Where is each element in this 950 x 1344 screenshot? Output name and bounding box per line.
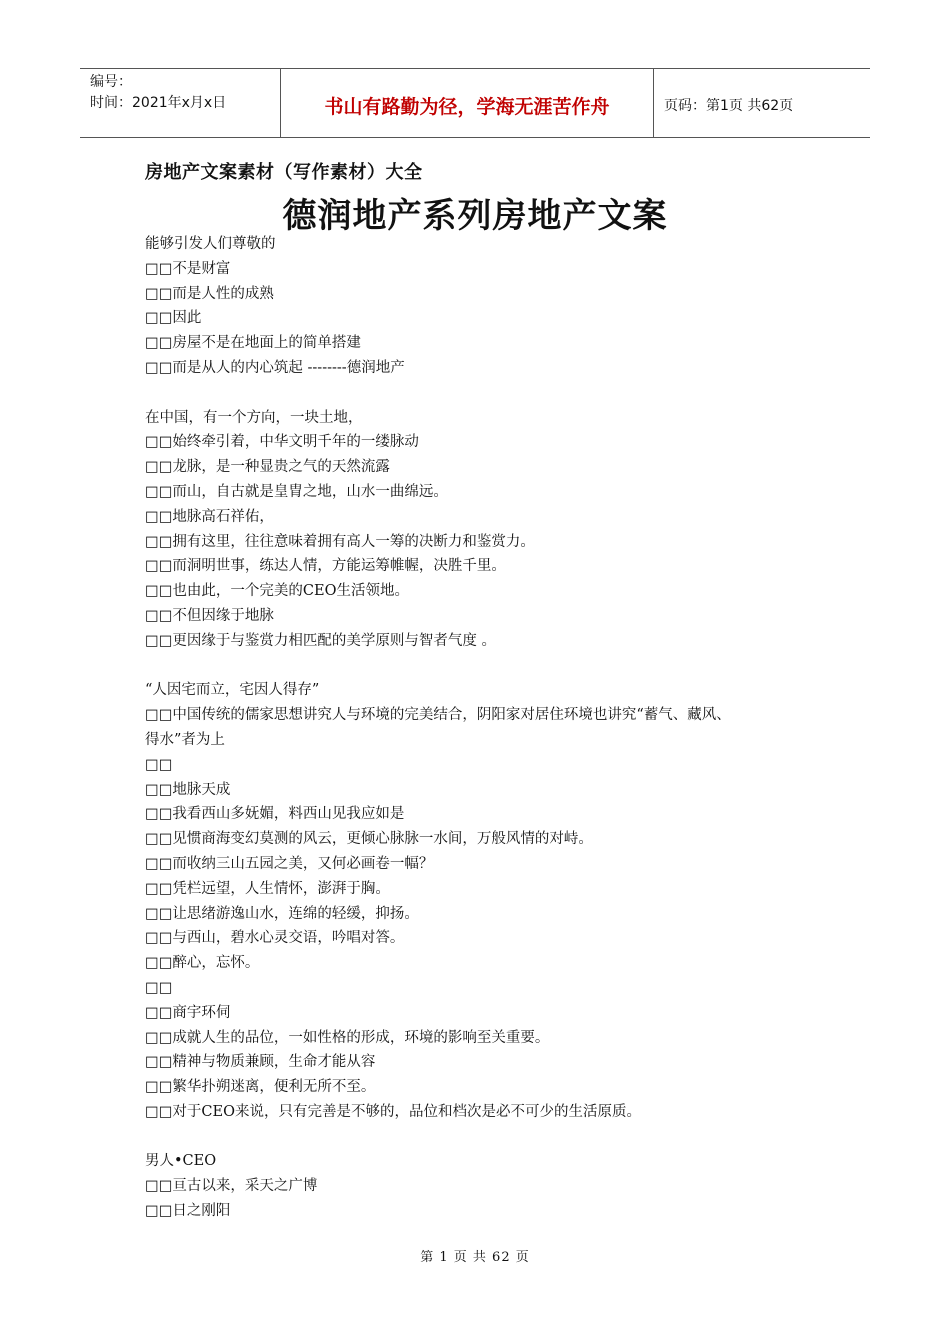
text-line: □□让思绪游逸山水，连绵的轻缓，抑扬。 bbox=[145, 905, 419, 922]
text-line: □□醉心，忘怀。 bbox=[145, 955, 260, 972]
paragraph-gap bbox=[145, 654, 835, 679]
text-line: □□而是从人的内心筑起 --------德润地产 bbox=[145, 359, 405, 376]
text-line: □□不是财富 bbox=[145, 260, 231, 277]
text-line: □□始终牵引着，中华文明千年的一缕脉动 bbox=[145, 434, 419, 451]
text-line: □□因此 bbox=[145, 310, 202, 327]
text-line: □□房屋不是在地面上的简单搭建 bbox=[145, 335, 361, 352]
text-line: 男人•CEO bbox=[145, 1153, 217, 1170]
document-time-label: 时间：2021年x月x日 bbox=[90, 95, 227, 111]
text-line: □□ bbox=[145, 756, 173, 773]
document-title: 德润地产系列房地产文案 bbox=[282, 196, 668, 236]
text-line: 能够引发人们尊敬的 bbox=[145, 236, 276, 252]
text-line: □□也由此，一个完美的CEO生活领地。 bbox=[145, 583, 409, 600]
paragraph-gap bbox=[145, 381, 835, 406]
text-line: □□地脉天成 bbox=[145, 781, 231, 798]
text-line: □□中国传统的儒家思想讲究人与环境的完美结合，阴阳家对居住环境也讲究“蓄气、藏风、 bbox=[145, 707, 731, 724]
header-motto: 书山有路勤为径，学海无涯苦作舟 bbox=[281, 69, 654, 137]
text-line: □□繁华扑朔迷离，便利无所不至。 bbox=[145, 1079, 376, 1096]
text-line: 在中国，有一个方向，一块土地， bbox=[145, 409, 363, 426]
text-line: □□凭栏远望，人生情怀，澎湃于胸。 bbox=[145, 880, 390, 897]
paragraph bbox=[145, 406, 835, 654]
header-table bbox=[80, 68, 870, 138]
text-line: □□我看西山多妩媚，料西山见我应如是 bbox=[145, 806, 405, 823]
paragraph-gap bbox=[145, 1125, 835, 1150]
header-meta-cell bbox=[80, 69, 281, 137]
text-line: □□商宇环伺 bbox=[145, 1004, 231, 1021]
text-line: □□拥有这里，往往意味着拥有高人一筹的决断力和鉴赏力。 bbox=[145, 533, 535, 550]
text-line: □□精神与物质兼顾，生命才能从容 bbox=[145, 1054, 376, 1071]
text-line: □□而是人性的成熟 bbox=[145, 285, 274, 302]
text-line: □□对于CEO来说，只有完善是不够的，品位和档次是必不可少的生活原质。 bbox=[145, 1103, 641, 1120]
text-line: □□日之刚阳 bbox=[145, 1203, 231, 1220]
text-line: □□龙脉，是一种显贵之气的天然流露 bbox=[145, 459, 390, 476]
text-line: □□亘古以来，采天之广博 bbox=[145, 1178, 318, 1195]
text-line: □□地脉高石祥佑， bbox=[145, 508, 274, 525]
text-line: □□见惯商海变幻莫测的风云，更倾心脉脉一水间，万般风情的对峙。 bbox=[145, 831, 593, 848]
paragraph bbox=[145, 232, 835, 381]
document-number-label: 编号： bbox=[90, 74, 132, 90]
text-line: □□ bbox=[145, 979, 173, 996]
text-line: □□不但因缘于地脉 bbox=[145, 607, 274, 624]
text-line: 得水”者为上 bbox=[145, 731, 225, 748]
document-subtitle: 房地产文案素材（写作素材）大全 bbox=[145, 162, 423, 183]
text-line: □□而山，自古就是皇胄之地，山水一曲绵远。 bbox=[145, 483, 448, 500]
page-footer: 第 1 页 共 62 页 bbox=[420, 1250, 530, 1265]
paragraph bbox=[145, 678, 835, 1124]
text-line: □□而洞明世事，练达人情，方能运筹帷幄，决胜千里。 bbox=[145, 558, 506, 575]
text-line: □□与西山，碧水心灵交语，吟唱对答。 bbox=[145, 930, 405, 947]
paragraph bbox=[145, 1149, 835, 1223]
text-line: “人因宅而立，宅因人得存” bbox=[145, 682, 320, 699]
document-body bbox=[145, 232, 835, 1224]
text-line: □□而收纳三山五园之美，又何必画卷一幅？ bbox=[145, 855, 434, 872]
text-line: □□更因缘于与鉴赏力相匹配的美学原则与智者气度 。 bbox=[145, 632, 497, 649]
text-line: □□成就人生的品位，一如性格的形成，环境的影响至关重要。 bbox=[145, 1029, 550, 1046]
header-page-info: 页码：第1页 共62页 bbox=[664, 98, 794, 114]
